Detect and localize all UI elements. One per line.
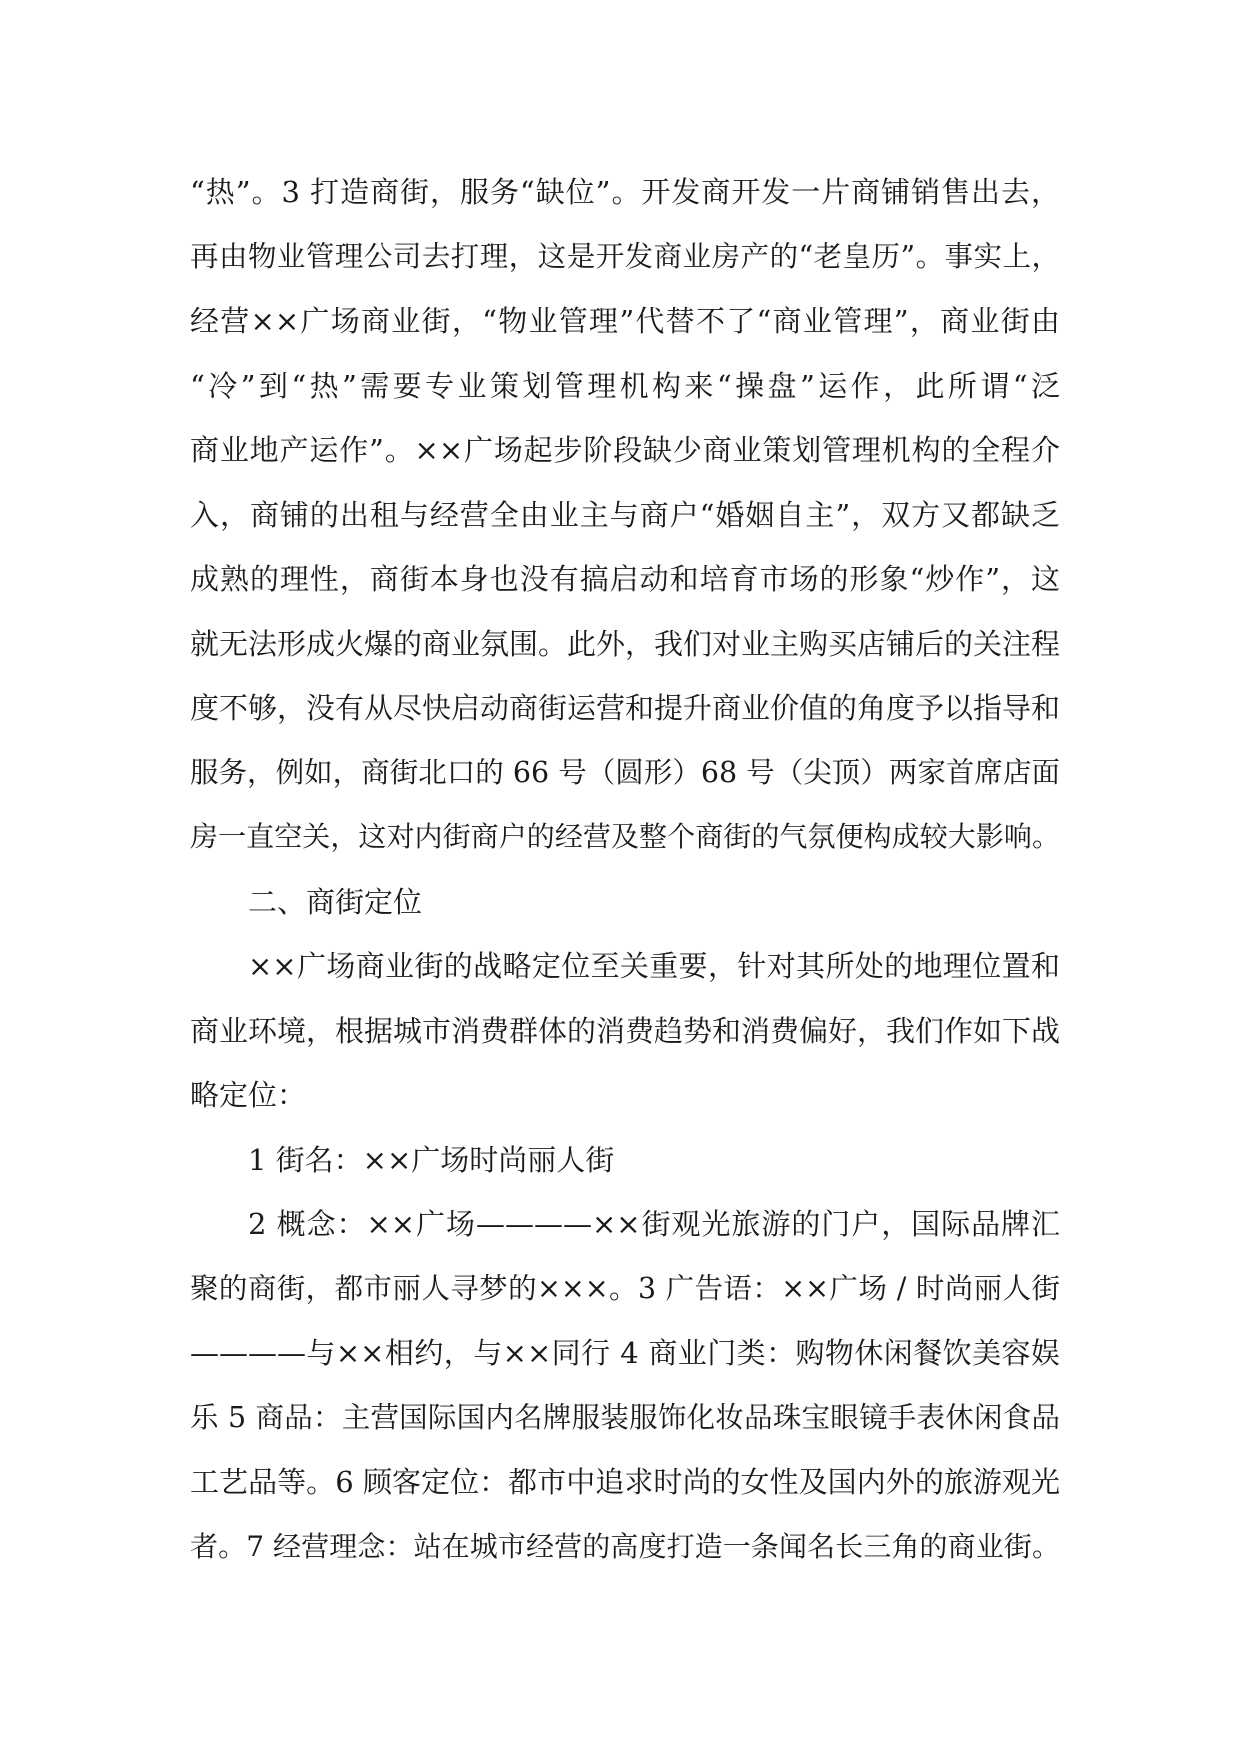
paragraph-line: 再由物业管理公司去打理，这是开发商业房产的“老皇历”。事实上，: [190, 239, 1060, 273]
paragraph-line: “热”。3 打造商街，服务“缺位”。开发商开发一片商铺销售出去，: [190, 175, 1060, 209]
paragraph-line: 房一直空关，这对内街商户的经营及整个商街的气氛便构成较大影响。: [190, 820, 1060, 853]
paragraph-line: 度不够，没有从尽快启动商街运营和提升商业价值的角度予以指导和: [190, 691, 1061, 725]
paragraph-line: “冷”到“热”需要专业策划管理机构来“操盘”运作，此所谓“泛: [190, 368, 1060, 403]
paragraph-line: 成熟的理性，商街本身也没有搞启动和培育市场的形象“炒作”，这: [190, 562, 1060, 596]
paragraph-line: ××广场商业街的战略定位至关重要，针对其所处的地理位置和: [248, 949, 1060, 983]
section-heading: 二、商街定位: [248, 884, 423, 919]
paragraph-line: 工艺品等。6 顾客定位：都市中追求时尚的女性及国内外的旅游观光: [190, 1465, 1060, 1499]
paragraph-line: 服务，例如，商街北口的 66 号（圆形）68 号（尖顶）两家首席店面: [190, 755, 1060, 789]
paragraph-line: 2 概念：××广场————××街观光旅游的门户，国际品牌汇: [248, 1207, 1060, 1241]
list-item: 1 街名：××广场时尚丽人街: [248, 1142, 615, 1177]
paragraph-line: 入，商铺的出租与经营全由业主与商户“婚姻自主”，双方又都缺乏: [190, 497, 1060, 532]
paragraph-line: 略定位：: [190, 1078, 307, 1112]
body-text: [190, 160, 1060, 1579]
paragraph-line: 经营××广场商业街，“物业管理”代替不了“商业管理”，商业街由: [190, 304, 1060, 338]
paragraph-line: 就无法形成火爆的商业氛围。此外，我们对业主购买店铺后的关注程: [190, 626, 1061, 661]
paragraph-line: 聚的商街，都市丽人寻梦的×××。3 广告语：××广场 / 时尚丽人街: [190, 1271, 1060, 1305]
paragraph-line: 商业地产运作”。××广场起步阶段缺少商业策划管理机构的全程介: [190, 433, 1060, 467]
paragraph-line: 者。7 经营理念：站在城市经营的高度打造一条闻名长三角的商业街。: [190, 1529, 1060, 1563]
paragraph-line: 商业环境，根据城市消费群体的消费趋势和消费偏好，我们作如下战: [190, 1013, 1061, 1048]
paragraph-line: 乐 5 商品：主营国际国内名牌服装服饰化妆品珠宝眼镜手表休闲食品: [190, 1400, 1060, 1434]
paragraph-line: ————与××相约，与××同行 4 商业门类：购物休闲餐饮美容娱: [190, 1336, 1060, 1370]
